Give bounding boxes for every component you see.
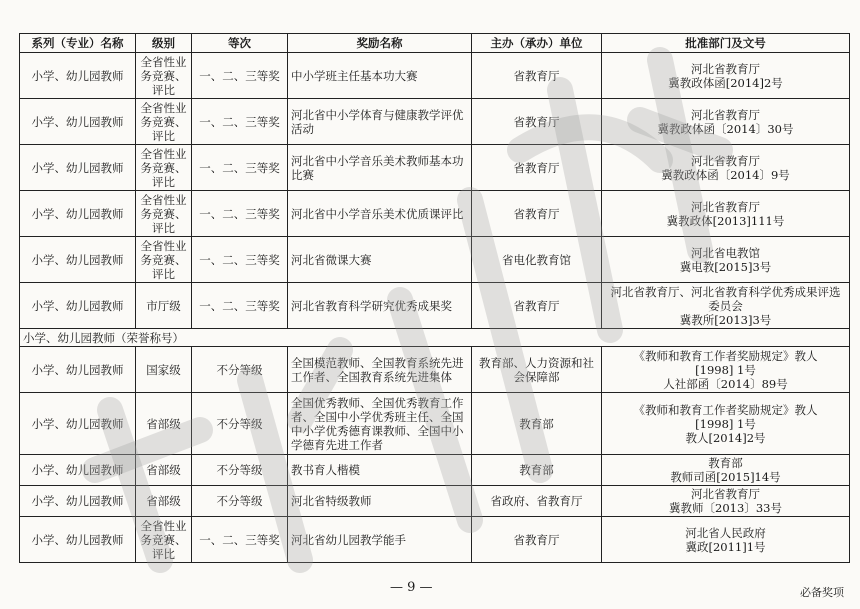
level-cell: 全省性业务竞赛、评比 xyxy=(136,99,192,145)
grade-cell: 不分等级 xyxy=(192,455,288,486)
table-row xyxy=(20,517,850,563)
header-grade: 等次 xyxy=(192,34,288,53)
approval-cell xyxy=(602,486,850,517)
approval-line: 人社部函〔2014〕89号 xyxy=(663,376,788,391)
approval-line: 教育部 xyxy=(708,456,743,470)
approval-cell xyxy=(602,145,850,191)
approval-cell xyxy=(602,191,850,237)
approval-line: 河北省教育厅、河北省教育科学优秀成果评选委员会 xyxy=(610,284,841,313)
header-series: 系列（专业）名称 xyxy=(20,34,136,53)
series-cell: 小学、幼儿园教师 xyxy=(20,283,136,329)
section-row xyxy=(20,329,850,347)
grade-cell: 一、二、三等奖 xyxy=(192,283,288,329)
series-cell: 小学、幼儿园教师 xyxy=(20,393,136,455)
grade-cell: 不分等级 xyxy=(192,486,288,517)
level-cell: 国家级 xyxy=(136,347,192,393)
approval-line: 冀教政体函〔2014〕9号 xyxy=(661,167,790,182)
award-cell: 河北省特级教师 xyxy=(288,486,472,517)
approval-line: 冀教所[2013]3号 xyxy=(679,312,772,327)
level-cell: 省部级 xyxy=(136,486,192,517)
award-cell: 河北省中小学体育与健康教学评优活动 xyxy=(288,99,472,145)
section-title: 小学、幼儿园教师（荣誉称号） xyxy=(20,329,850,347)
level-cell: 全省性业务竞赛、评比 xyxy=(136,191,192,237)
organizer-cell: 教育部、人力资源和社会保障部 xyxy=(472,347,602,393)
series-cell: 小学、幼儿园教师 xyxy=(20,486,136,517)
approval-line: 教师司函[2015]14号 xyxy=(670,470,781,484)
approval-line: 冀电教[2015]3号 xyxy=(679,259,772,274)
table-row xyxy=(20,53,850,99)
organizer-cell: 省教育厅 xyxy=(472,99,602,145)
series-cell: 小学、幼儿园教师 xyxy=(20,191,136,237)
organizer-cell: 教育部 xyxy=(472,393,602,455)
approval-line: 《教师和教育工作者奖励规定》教人 xyxy=(633,402,818,417)
table-row xyxy=(20,393,850,455)
approval-line: 河北省电教馆 xyxy=(691,245,760,260)
series-cell: 小学、幼儿园教师 xyxy=(20,347,136,393)
table-row xyxy=(20,99,850,145)
level-cell: 省部级 xyxy=(136,455,192,486)
organizer-cell: 省教育厅 xyxy=(472,283,602,329)
table-row xyxy=(20,191,850,237)
approval-line: 河北省人民政府 xyxy=(685,525,766,540)
series-cell: 小学、幼儿园教师 xyxy=(20,517,136,563)
approval-line: 冀政[2011]1号 xyxy=(685,539,766,554)
approval-line: 河北省教育厅 xyxy=(691,487,760,501)
organizer-cell: 省教育厅 xyxy=(472,191,602,237)
approval-line: 冀教政体函[2014]2号 xyxy=(668,75,783,90)
header-award: 奖励名称 xyxy=(288,34,472,53)
award-cell: 教书育人楷模 xyxy=(288,455,472,486)
approval-line: 河北省教育厅 xyxy=(691,61,760,76)
organizer-cell: 省政府、省教育厅 xyxy=(472,486,602,517)
award-cell: 河北省中小学音乐美术教师基本功比赛 xyxy=(288,145,472,191)
organizer-cell: 教育部 xyxy=(472,455,602,486)
table-row xyxy=(20,283,850,329)
grade-cell: 一、二、三等奖 xyxy=(192,53,288,99)
approval-line: [1998] 1号 xyxy=(695,362,756,377)
approval-line: 冀教政体函〔2014〕30号 xyxy=(657,121,794,136)
award-cell: 河北省教育科学研究优秀成果奖 xyxy=(288,283,472,329)
table-row xyxy=(20,486,850,517)
footer-note: 必备奖项 xyxy=(800,586,844,599)
approval-cell xyxy=(602,99,850,145)
approval-line: 冀教政体[2013]111号 xyxy=(666,213,785,228)
grade-cell: 一、二、三等奖 xyxy=(192,99,288,145)
approval-line: 河北省教育厅 xyxy=(691,199,760,214)
table-row xyxy=(20,145,850,191)
grade-cell: 一、二、三等奖 xyxy=(192,517,288,563)
level-cell: 省部级 xyxy=(136,393,192,455)
level-cell: 全省性业务竞赛、评比 xyxy=(136,517,192,563)
organizer-cell: 省教育厅 xyxy=(472,53,602,99)
approval-cell xyxy=(602,53,850,99)
table-row xyxy=(20,237,850,283)
award-cell: 河北省中小学音乐美术优质课评比 xyxy=(288,191,472,237)
organizer-cell: 省教育厅 xyxy=(472,145,602,191)
grade-cell: 不分等级 xyxy=(192,393,288,455)
organizer-cell: 省电化教育馆 xyxy=(472,237,602,283)
award-cell: 中小学班主任基本功大赛 xyxy=(288,53,472,99)
award-cell: 全国优秀教师、全国优秀教育工作者、全国中小学优秀班主任、全国中小学优秀德育课教师、全国中小学德育先进工作者 xyxy=(288,393,472,455)
grade-cell: 一、二、三等奖 xyxy=(192,191,288,237)
grade-cell: 不分等级 xyxy=(192,347,288,393)
approval-cell xyxy=(602,455,850,486)
approval-cell xyxy=(602,393,850,455)
grade-cell: 一、二、三等奖 xyxy=(192,237,288,283)
approval-line: 河北省教育厅 xyxy=(691,107,760,122)
approval-cell xyxy=(602,347,850,393)
series-cell: 小学、幼儿园教师 xyxy=(20,145,136,191)
approval-line: 教人[2014]2号 xyxy=(685,430,766,445)
award-cell: 河北省微课大赛 xyxy=(288,237,472,283)
header-organizer: 主办（承办）单位 xyxy=(472,34,602,53)
approval-cell xyxy=(602,283,850,329)
page-number: — 9 — xyxy=(390,580,433,595)
table-header-row xyxy=(20,34,850,53)
approval-cell xyxy=(602,237,850,283)
organizer-cell: 省教育厅 xyxy=(472,517,602,563)
header-approval: 批准部门及文号 xyxy=(602,34,850,53)
level-cell: 全省性业务竞赛、评比 xyxy=(136,237,192,283)
series-cell: 小学、幼儿园教师 xyxy=(20,237,136,283)
series-cell: 小学、幼儿园教师 xyxy=(20,53,136,99)
award-cell: 河北省幼儿园教学能手 xyxy=(288,517,472,563)
award-cell: 全国模范教师、全国教育系统先进工作者、全国教育系统先进集体 xyxy=(288,347,472,393)
approval-line: 冀教师〔2013〕33号 xyxy=(669,501,782,515)
approval-cell xyxy=(602,517,850,563)
level-cell: 市厅级 xyxy=(136,283,192,329)
series-cell: 小学、幼儿园教师 xyxy=(20,99,136,145)
level-cell: 全省性业务竞赛、评比 xyxy=(136,53,192,99)
awards-table xyxy=(19,33,850,563)
series-cell: 小学、幼儿园教师 xyxy=(20,455,136,486)
header-level: 级别 xyxy=(136,34,192,53)
grade-cell: 一、二、三等奖 xyxy=(192,145,288,191)
table-row xyxy=(20,455,850,486)
level-cell: 全省性业务竞赛、评比 xyxy=(136,145,192,191)
table-row xyxy=(20,347,850,393)
approval-line: 河北省教育厅 xyxy=(691,153,760,168)
approval-line: [1998] 1号 xyxy=(695,416,756,431)
approval-line: 《教师和教育工作者奖励规定》教人 xyxy=(633,348,818,363)
